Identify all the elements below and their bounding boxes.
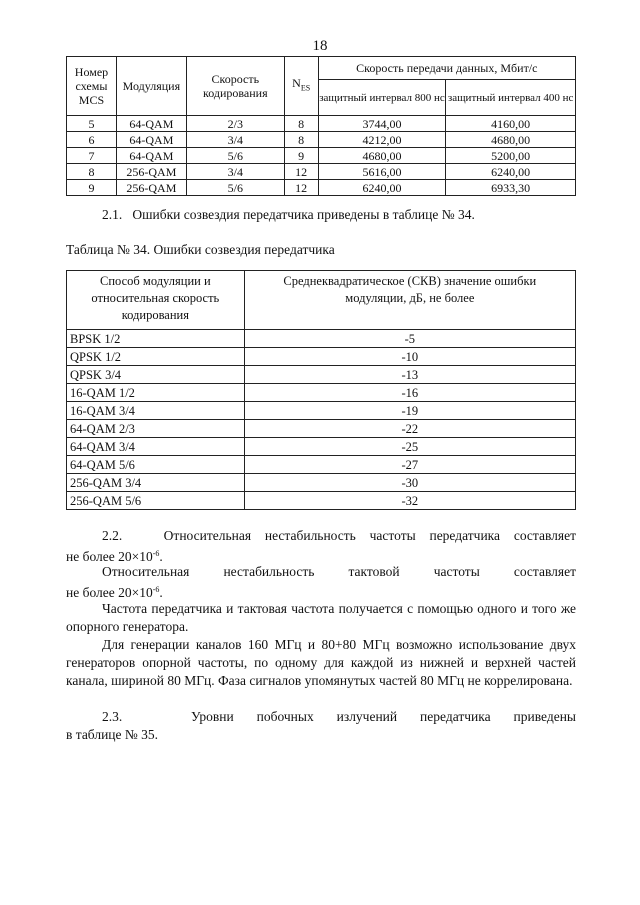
cell-modulation: 256-QAM xyxy=(116,164,186,180)
cell-modulation: 64-QAM 2/3 xyxy=(67,420,245,438)
table-34-caption: Таблица № 34. Ошибки созвездия передатчика xyxy=(66,242,335,257)
cell-nes: 8 xyxy=(284,116,318,132)
section-2-2-line1: 2.2. Относительная нестабильность частоты передатчика составляет xyxy=(102,528,576,543)
table-row xyxy=(67,366,576,384)
cell-mcs: 6 xyxy=(67,132,117,148)
period: . xyxy=(159,549,163,564)
cell-modulation: BPSK 1/2 xyxy=(67,330,245,348)
clock-line1: Относительная нестабильность тактовой частоты составляет xyxy=(102,564,576,579)
cell-evm: -30 xyxy=(244,474,575,492)
cell-rate-400: 6240,00 xyxy=(446,164,576,180)
header-mcs: Номер схемы MCS xyxy=(67,57,117,116)
cell-rate-800: 3744,00 xyxy=(318,116,446,132)
period: . xyxy=(159,585,163,600)
paragraph-channel-generation: Для генерации каналов 160 МГц и 80+80 МГц возможно использование двух генераторов опорной частоты, по одному для каждой из нижней и верхней частей канала, шириной 80 МГц. Фаза сигналов упомянутых частей 80 МГц не коррелирована. xyxy=(66,637,576,688)
cell-nes: 12 xyxy=(284,180,318,196)
page-number: 18 xyxy=(312,38,328,54)
cell-modulation: 16-QAM 3/4 xyxy=(67,402,245,420)
cell-mcs: 5 xyxy=(67,116,117,132)
clock-line2 xyxy=(66,581,576,602)
cell-evm: -19 xyxy=(244,402,575,420)
section-2-3-line2: в таблице № 35. xyxy=(66,727,159,742)
cell-modulation: QPSK 3/4 xyxy=(67,366,245,384)
constellation-error-table xyxy=(66,270,576,510)
header-nes xyxy=(284,57,318,116)
table-row xyxy=(67,438,576,456)
cell-modulation: QPSK 1/2 xyxy=(67,348,245,366)
cell-nes: 12 xyxy=(284,164,318,180)
table-row xyxy=(67,132,576,148)
exponent: -6 xyxy=(152,549,160,558)
section-2-3-line1: 2.3. Уровни побочных излучений передатчика приведены xyxy=(102,709,576,724)
table-row xyxy=(67,456,576,474)
section-2-3 xyxy=(66,708,576,744)
header-evm: Среднеквадратическое (СКВ) значение ошибки модуляции, дБ, не более xyxy=(244,271,575,330)
table-row xyxy=(67,116,576,132)
paragraph-clock-stability xyxy=(66,563,576,602)
table-row xyxy=(67,330,576,348)
cell-mcs: 8 xyxy=(67,164,117,180)
table-row xyxy=(67,474,576,492)
cell-evm: -16 xyxy=(244,384,575,402)
header-data-rate: Скорость передачи данных, Мбит/с xyxy=(318,57,575,80)
table-row xyxy=(67,402,576,420)
section-2-1: 2.1. Ошибки созвездия передатчика приведены в таблице № 34. xyxy=(102,207,475,222)
table-row xyxy=(67,492,576,510)
mcs-data-rate-table xyxy=(66,56,576,196)
table-row xyxy=(67,180,576,196)
table-row xyxy=(67,420,576,438)
header-guard-800: защитный интервал 800 нс xyxy=(318,80,446,116)
cell-rate: 5/6 xyxy=(186,148,284,164)
section-2-2 xyxy=(66,527,576,566)
clock-stability-value: не более 20×10 xyxy=(66,585,153,600)
table-row xyxy=(67,384,576,402)
cell-rate-800: 4680,00 xyxy=(318,148,446,164)
table-row xyxy=(67,148,576,164)
header-modulation: Модуляция xyxy=(116,57,186,116)
cell-rate-400: 5200,00 xyxy=(446,148,576,164)
table-row xyxy=(67,348,576,366)
cell-evm: -5 xyxy=(244,330,575,348)
cell-rate-400: 4160,00 xyxy=(446,116,576,132)
header-coding-rate: Скорость кодирования xyxy=(186,57,284,116)
cell-rate: 2/3 xyxy=(186,116,284,132)
cell-modulation: 64-QAM xyxy=(116,116,186,132)
header-guard-400: защитный интервал 400 нс xyxy=(446,80,576,116)
paragraph-reference-generator: Частота передатчика и тактовая частота получается с помощью одного и того же опорного генератора. xyxy=(66,601,576,634)
cell-rate-800: 4212,00 xyxy=(318,132,446,148)
cell-rate: 5/6 xyxy=(186,180,284,196)
cell-mcs: 7 xyxy=(67,148,117,164)
cell-rate: 3/4 xyxy=(186,132,284,148)
cell-modulation: 16-QAM 1/2 xyxy=(67,384,245,402)
header-modulation-rate: Способ модуляции и относительная скорость кодирования xyxy=(67,271,245,330)
cell-rate-800: 6240,00 xyxy=(318,180,446,196)
cell-evm: -13 xyxy=(244,366,575,384)
cell-modulation: 256-QAM xyxy=(116,180,186,196)
table-row xyxy=(67,164,576,180)
cell-rate-400: 6933,30 xyxy=(446,180,576,196)
cell-mcs: 9 xyxy=(67,180,117,196)
cell-modulation: 64-QAM 3/4 xyxy=(67,438,245,456)
exponent: -6 xyxy=(152,585,160,594)
header-nes-sub: ES xyxy=(300,83,311,93)
header-nes-main: N xyxy=(292,76,301,91)
cell-nes: 9 xyxy=(284,148,318,164)
cell-evm: -10 xyxy=(244,348,575,366)
cell-evm: -32 xyxy=(244,492,575,510)
cell-modulation: 256-QAM 5/6 xyxy=(67,492,245,510)
cell-rate-800: 5616,00 xyxy=(318,164,446,180)
cell-nes: 8 xyxy=(284,132,318,148)
cell-modulation: 64-QAM 5/6 xyxy=(67,456,245,474)
cell-rate-400: 4680,00 xyxy=(446,132,576,148)
cell-evm: -27 xyxy=(244,456,575,474)
cell-modulation: 64-QAM xyxy=(116,148,186,164)
cell-evm: -25 xyxy=(244,438,575,456)
cell-modulation: 256-QAM 3/4 xyxy=(67,474,245,492)
stability-value: не более 20×10 xyxy=(66,549,153,564)
cell-rate: 3/4 xyxy=(186,164,284,180)
cell-evm: -22 xyxy=(244,420,575,438)
cell-modulation: 64-QAM xyxy=(116,132,186,148)
